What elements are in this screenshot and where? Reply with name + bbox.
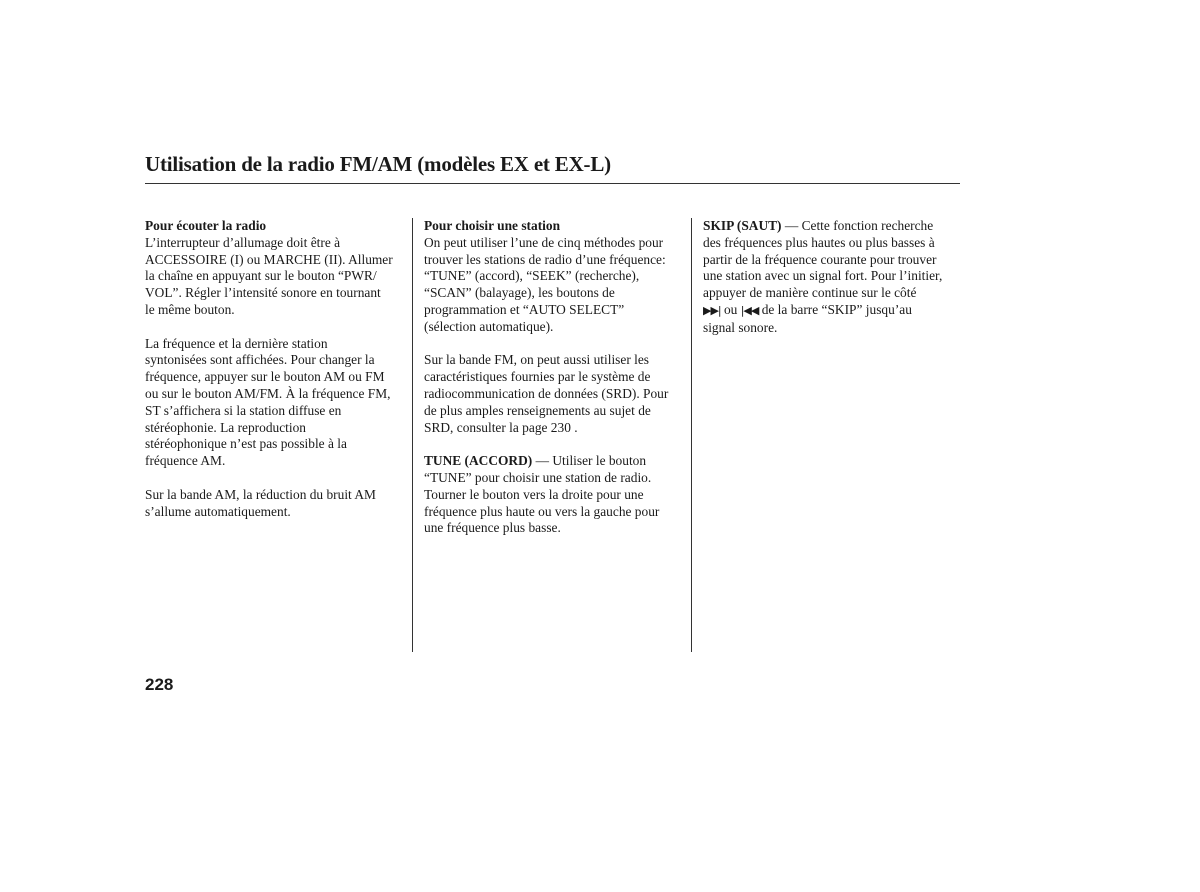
text-line: SRD, consulter la page 230 . bbox=[424, 419, 578, 435]
text-line: signal sonore. bbox=[703, 319, 778, 335]
text-line: Sur la bande AM, la réduction du bruit AM bbox=[145, 486, 376, 502]
text-line: Sur la bande FM, on peut aussi utiliser les bbox=[424, 352, 650, 368]
text-line: syntonisées sont affichées. Pour changer la bbox=[145, 352, 375, 368]
paragraph-rds bbox=[424, 352, 686, 436]
column-3 bbox=[703, 218, 965, 353]
paragraph-ignition bbox=[145, 235, 407, 319]
text-line: ou bbox=[720, 301, 741, 317]
text-line: ACCESSOIRE (I) ou MARCHE (II). Allumer bbox=[145, 251, 393, 267]
text-line: ou sur le bouton AM/FM. À la fréquence FM, bbox=[145, 385, 391, 401]
text-line: VOL”. Régler l’intensité sonore en tournant bbox=[145, 285, 381, 301]
skip-forward-icon: ▶▶| bbox=[703, 303, 721, 317]
text-line: trouver les stations de radio d’une fréquence: bbox=[424, 251, 666, 267]
text-line: s’allume automatiquement. bbox=[145, 503, 291, 519]
skip-heading: SKIP (SAUT) bbox=[703, 218, 782, 233]
text-line: de plus amples renseignements au sujet de bbox=[424, 402, 651, 418]
text-line: radiocommunication de données (SRD). Pour bbox=[424, 385, 669, 401]
text-line: stéréophonique n’est pas possible à la bbox=[145, 436, 347, 452]
tune-heading: TUNE (ACCORD) bbox=[424, 453, 533, 469]
column-1 bbox=[145, 218, 407, 537]
text-line: On peut utiliser l’une de cinq méthodes pour bbox=[424, 234, 664, 250]
page-number: 228 bbox=[145, 675, 174, 694]
column-2 bbox=[424, 218, 686, 554]
text-line: (sélection automatique). bbox=[424, 318, 554, 334]
paragraph-skip bbox=[703, 218, 965, 337]
text-line: la chaîne en appuyant sur le bouton “PWR/ bbox=[145, 268, 377, 284]
text-line: programmation et “AUTO SELECT” bbox=[424, 301, 625, 317]
title-rule bbox=[145, 183, 960, 184]
column-divider-2 bbox=[691, 218, 692, 652]
text-line: stéréophonie. La reproduction bbox=[145, 419, 307, 435]
text-line: fréquence, appuyer sur le bouton AM ou FM bbox=[145, 369, 385, 385]
text-line: une fréquence plus basse. bbox=[424, 520, 561, 536]
text-line: “TUNE” (accord), “SEEK” (recherche), bbox=[424, 268, 640, 284]
text-line: fréquence AM. bbox=[145, 453, 226, 469]
page-title: Utilisation de la radio FM/AM (modèles EX et EX-L) bbox=[145, 152, 611, 176]
column-divider-1 bbox=[412, 218, 413, 652]
text-line: une station avec un signal fort. Pour l’initier, bbox=[703, 268, 943, 284]
text-line: L’interrupteur d’allumage doit être à bbox=[145, 234, 341, 250]
paragraph-frequency bbox=[145, 336, 407, 470]
text-line: La fréquence et la dernière station bbox=[145, 335, 328, 351]
text-line: fréquence plus haute ou vers la gauche pour bbox=[424, 503, 660, 519]
text-line: partir de la fréquence courante pour trouver bbox=[703, 251, 937, 267]
skip-back-icon: |◀◀ bbox=[740, 303, 759, 317]
paragraph-am-noise bbox=[145, 487, 407, 521]
text-line: “SCAN” (balayage), les boutons de bbox=[424, 285, 615, 301]
section-heading-listen-radio: Pour écouter la radio bbox=[145, 218, 267, 233]
text-line: — Cette fonction recherche bbox=[781, 218, 934, 233]
text-line: le même bouton. bbox=[145, 301, 235, 317]
paragraph-methods bbox=[424, 235, 686, 336]
text-line: ST s’affichera si la station diffuse en bbox=[145, 402, 342, 418]
text-line: appuyer de manière continue sur le côté bbox=[703, 285, 917, 301]
section-heading-choose-station: Pour choisir une station bbox=[424, 218, 561, 233]
text-line: de la barre “SKIP” jusqu’au bbox=[758, 301, 912, 317]
text-line: — Utiliser le bouton bbox=[532, 453, 647, 469]
paragraph-tune bbox=[424, 453, 686, 537]
text-line: Tourner le bouton vers la droite pour une bbox=[424, 486, 644, 502]
text-line: “TUNE” pour choisir une station de radio. bbox=[424, 469, 652, 485]
text-line: caractéristiques fournies par le système de bbox=[424, 369, 651, 385]
text-line: des fréquences plus hautes ou plus basses à bbox=[703, 234, 935, 250]
